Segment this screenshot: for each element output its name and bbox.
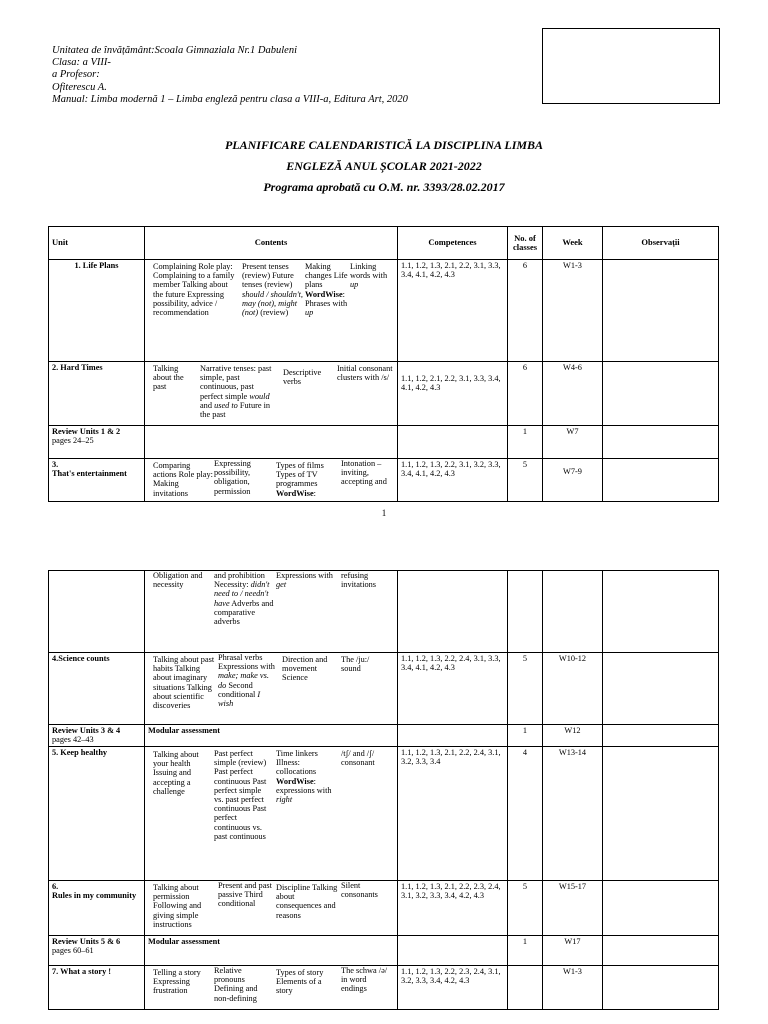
contents-cell [145, 966, 398, 1010]
competences-cell: 1.1, 1.2, 1.3, 2.1, 2.2, 2.3, 2.4, 3.1, 3.2, 3.3, 3.4, 4.2, 4.3 [398, 881, 508, 936]
functions-text: Obligation and necessity [153, 571, 203, 590]
notes-cell [603, 260, 719, 362]
pronunciation-text: The schwa /ə/ in word endings [341, 966, 388, 994]
week-cell: W17 [543, 936, 603, 966]
grammar-text: Phrasal verbs Expressions with make; make vs. do Second conditional I wish [218, 653, 275, 709]
functions-text: Talking about your health Issuing and accepting a challenge [153, 750, 199, 796]
col-week: Week [543, 227, 603, 260]
approval-stamp-box [542, 28, 720, 104]
pronunciation-text: Intonation – inviting, accepting and [341, 459, 387, 487]
functions-text: Talking about permission Following and giving simple instructions [153, 883, 202, 929]
notes-cell [603, 747, 719, 881]
unit-cell: Review Units 1 & 2 pages 24–25 [49, 426, 145, 459]
notes-cell [603, 459, 719, 502]
vocabulary-text: Descriptive verbs [283, 368, 322, 387]
pronunciation-text: /tʃ/ and /ʃ/ consonant [341, 749, 375, 768]
classes-cell: 1 [508, 426, 543, 459]
competences-cell: 1.1, 1.2, 1.3, 2.1, 2.2, 2.4, 3.1, 3.2, 3.3, 3.4 [398, 747, 508, 881]
contents-cell [145, 426, 398, 459]
functions-text: Complaining Role play: Complaining to a family member Talking about the future Expressing possibility, advice / recommendation [153, 262, 235, 318]
grammar-text: Narrative tenses: past simple, past continuous, past perfect simple would and used to Future in the past [200, 364, 272, 420]
week-cell [543, 571, 603, 653]
competences-cell: 1.1, 1.2, 1.3, 2.2, 2.3, 2.4, 3.1, 3.2, 3.3, 3.4, 4.2, 4.3 [398, 966, 508, 1010]
unit-cell: 4.Science counts [49, 653, 145, 725]
class-label: Clasa: a VIII- [52, 57, 111, 69]
week-cell: W4-6 [543, 362, 603, 426]
unit-cell [49, 571, 145, 653]
week-cell: W1-3 [543, 966, 603, 1010]
plan-table-page-1 [48, 226, 719, 502]
notes-cell [603, 362, 719, 426]
week-cell: W13-14 [543, 747, 603, 881]
classes-cell: 5 [508, 459, 543, 502]
table-row [49, 936, 719, 966]
classes-cell: 1 [508, 936, 543, 966]
week-cell: W7 [543, 426, 603, 459]
competences-cell [398, 936, 508, 966]
table-row [49, 725, 719, 747]
contents-cell [145, 362, 398, 426]
classes-cell [508, 966, 543, 1010]
competences-cell: 1.1, 1.2, 1.3, 2.1, 2.2, 3.1, 3.3, 3.4, 4.1, 4.2, 4.3 [398, 260, 508, 362]
vocabulary-text: Time linkers Illness: collocations WordWise: expressions with right [276, 749, 332, 805]
classes-cell [508, 571, 543, 653]
competences-cell: 1.1, 1.2, 1.3, 2.2, 2.4, 3.1, 3.3, 3.4, 4.1, 4.2, 4.3 [398, 653, 508, 725]
contents-cell [145, 881, 398, 936]
grammar-text: and prohibition Necessity: didn't need to / needn't have Adverbs and comparative adverbs [214, 571, 274, 627]
teacher-name: Ofiterescu A. [52, 81, 107, 93]
unit-cell: Review Units 3 & 4 pages 42–43 [49, 725, 145, 747]
unit-cell: 3. That's entertainment [49, 459, 145, 502]
table-row [49, 881, 719, 936]
notes-cell [603, 571, 719, 653]
contents-cell [145, 260, 398, 362]
classes-cell: 5 [508, 881, 543, 936]
notes-cell [603, 725, 719, 747]
week-cell: W10-12 [543, 653, 603, 725]
school-name: Unitatea de învățământ:Scoala Gimnaziala Nr.1 Dabuleni [52, 45, 297, 56]
col-competences: Competences [398, 227, 508, 260]
grammar-text: Present and past passive Third conditional [218, 881, 272, 909]
page-number: 1 [381, 508, 387, 518]
week-cell: W1-3 [543, 260, 603, 362]
grammar-text: Relative pronouns Defining and non-defining [214, 966, 258, 1003]
contents-cell: Modular assessment [145, 936, 398, 966]
functions-text: Telling a story Expressing frustration [153, 968, 201, 996]
contents-cell [145, 747, 398, 881]
pronunciation-text: Initial consonant clusters with /s/ [337, 364, 393, 383]
notes-cell [603, 653, 719, 725]
table-row [49, 571, 719, 653]
pronunciation-text: The /ju:/ sound [341, 655, 370, 674]
title-line-2: ENGLEZĂ ANUL ȘCOLAR 2021-2022 [286, 159, 482, 173]
vocabulary-text: Expressions with get [276, 571, 333, 590]
classes-cell: 6 [508, 260, 543, 362]
contents-cell [145, 571, 398, 653]
notes-cell [603, 966, 719, 1010]
table-row [49, 966, 719, 1010]
title-line-1: PLANIFICARE CALENDARISTICĂ LA DISCIPLINA LIMBA [224, 138, 544, 152]
functions-text: Comparing actions Role play: Making invitations [153, 461, 213, 498]
unit-cell: 5. Keep healthy [49, 747, 145, 881]
competences-cell [398, 426, 508, 459]
competences-cell [398, 725, 508, 747]
competences-cell: 1.1, 1.2, 1.3, 2.2, 3.1, 3.2, 3.3, 3.4, 4.1, 4.2, 4.3 [398, 459, 508, 502]
functions-text: Talking about past habits Talking about imaginary situations Talking about scientific discoveries [153, 655, 215, 711]
classes-cell: 5 [508, 653, 543, 725]
unit-cell: 2. Hard Times [49, 362, 145, 426]
pronunciation-text: Silent consonants [341, 881, 378, 900]
table-row [49, 260, 719, 362]
competences-cell [398, 571, 508, 653]
pronunciation-text: Linking words with up [350, 262, 388, 290]
plan-table-page-2 [48, 570, 719, 1010]
pronunciation-text: refusing invitations [341, 571, 377, 590]
title-line-3: Programa aprobată cu O.M. nr. 3393/28.02.2017 [263, 180, 505, 194]
document-header [52, 45, 408, 106]
week-cell: W15-17 [543, 881, 603, 936]
col-classes: No. of classes [508, 227, 543, 260]
contents-cell [145, 653, 398, 725]
table-row [49, 747, 719, 881]
notes-cell [603, 936, 719, 966]
teacher-label: a Profesor: [52, 69, 100, 81]
table-row [49, 362, 719, 426]
vocabulary-text: Discipline Talking about consequences and reasons [276, 883, 338, 920]
vocabulary-text: Making changes Life plans WordWise: Phrases with up [305, 262, 348, 318]
classes-cell: 4 [508, 747, 543, 881]
col-notes: Observații [603, 227, 719, 260]
vocabulary-text: Direction and movement Science [282, 655, 328, 683]
table-row [49, 653, 719, 725]
contents-cell: Modular assessment [145, 725, 398, 747]
functions-text: Talking about the past [153, 364, 184, 392]
table-row [49, 426, 719, 459]
grammar-text: Past perfect simple (review) Past perfect continuous Past perfect simple vs. past perfect continuous Past perfect continuous vs. past continuous [214, 749, 267, 841]
col-contents: Contents [145, 227, 398, 260]
unit-cell: 7. What a story ! [49, 966, 145, 1010]
table-row [49, 459, 719, 502]
unit-cell: 6. Rules in my community [49, 881, 145, 936]
table-header-row [49, 227, 719, 260]
unit-cell: Review Units 5 & 6 pages 60–61 [49, 936, 145, 966]
col-unit: Unit [49, 227, 145, 260]
manual-info: Manual: Limba modernă 1 – Limba engleză pentru clasa a VIII-a, Editura Art, 2020 [52, 93, 408, 105]
vocabulary-text: Types of films Types of TV programmes WordWise: [276, 461, 324, 498]
classes-cell: 6 [508, 362, 543, 426]
week-cell: W7-9 [543, 459, 603, 502]
week-cell: W12 [543, 725, 603, 747]
grammar-text: Present tenses (review) Future tenses (review) should / shouldn't, may (not), might (not) (review) [242, 262, 304, 318]
vocabulary-text: Types of story Elements of a story [276, 968, 324, 996]
grammar-text: Expressing possibility, obligation, permission [214, 459, 251, 496]
notes-cell [603, 426, 719, 459]
contents-cell [145, 459, 398, 502]
classes-cell: 1 [508, 725, 543, 747]
unit-cell: 1. Life Plans [49, 260, 145, 362]
competences-cell: 1.1, 1.2, 2.1, 2.2, 3.1, 3.3, 3.4, 4.1, 4.2, 4.3 [398, 362, 508, 426]
notes-cell [603, 881, 719, 936]
